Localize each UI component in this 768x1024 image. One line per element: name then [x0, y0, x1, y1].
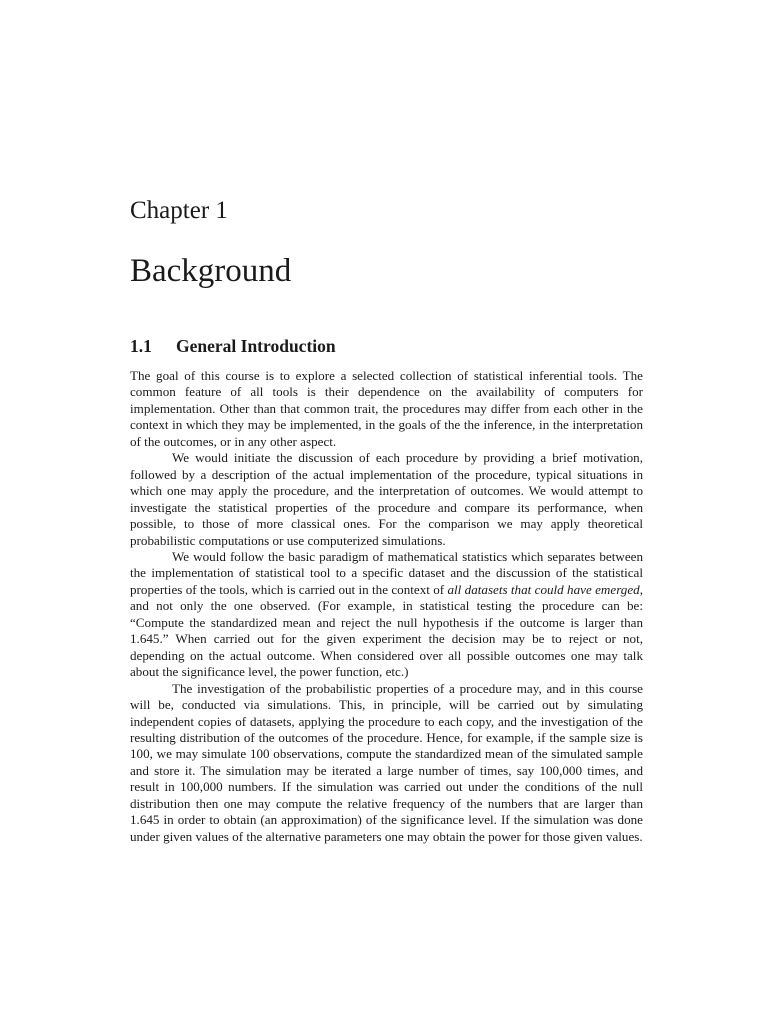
- paragraph-3-text-after: , and not only the one observed. (For example, in statistical testing the procedure can be: “Compute the standardized mean and reject the null hypothesis if the outcome is larger than 1.645.” When carried out for the given experiment the decision may be to reject or not, depending on the actual outcome. When considered over all possible outcomes one may talk about the significance level, the power function, etc.): [130, 581, 643, 680]
- chapter-label: Chapter 1: [130, 197, 228, 224]
- section-title: General Introduction: [176, 336, 336, 356]
- paragraph-3: [130, 549, 643, 681]
- chapter-title: Background: [130, 253, 292, 289]
- section-heading: [130, 335, 336, 357]
- paragraph-4: [130, 681, 643, 846]
- paragraph-3-text-before: We would follow the basic paradigm of mathematical statistics which separates between the implementation of statistical tool to a specific dataset and the discussion of the statistical properties of the tools, which is carried out in the context of: [130, 548, 643, 597]
- paragraph-3-emphasis: all datasets that could have emerged: [447, 581, 640, 597]
- paragraph-4-text: The investigation of the probabilistic properties of a procedure may, and in this course will be, conducted via simulations. This, in principle, will be carried out by simulating independent copies of datasets, applying the procedure to each copy, and the investigation of the resulting distribution of the outcomes of the procedure. Hence, for example, if the sample size is 100, we may simulate 100 observations, compute the standardized mean of the simulated sample and store it. The simulation may be iterated a large number of times, say 100,000 times, and result in 100,000 numbers. If the simulation was carried out under the conditions of the null distribution then one may compute the relative frequency of the numbers that are larger than 1.645 in order to obtain (an approximation) of the significance level. If the simulation was done under given values of the alternative parameters one may obtain the power for those given values.: [130, 680, 643, 844]
- paragraph-1: [130, 368, 643, 450]
- paragraph-2: [130, 450, 643, 549]
- paragraph-1-text: The goal of this course is to explore a selected collection of statistical inferential tools. The common feature of all tools is their dependence on the availability of computers for implementation. Other than that common trait, the procedures may differ from each other in the context in which they may be implemented, in the goals of the the inference, in the interpretation of the outcomes, or in any other aspect.: [130, 368, 643, 449]
- section-number: 1.1: [130, 336, 152, 356]
- paragraph-2-text: We would initiate the discussion of each procedure by providing a brief motivation, followed by a description of the actual implementation of the procedure, typical situations in which one may apply the procedure, and the interpretation of outcomes. We would attempt to investigate the statistical properties of the procedure and compare its performance, when possible, to those of more classical ones. For the comparison we may apply theoretical probabilistic computations or use computerized simulations.: [130, 450, 643, 548]
- body-text: [130, 368, 643, 845]
